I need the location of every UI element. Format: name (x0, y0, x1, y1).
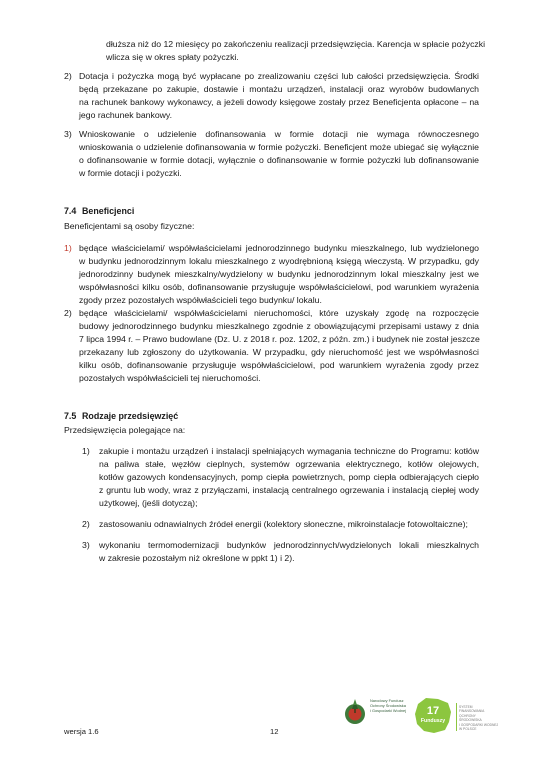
paragraph-line: dłuższa niż do 12 miesięcy po zakończeniu realizacji przedsięwzięcia. Karencja w spłacie pożyczki (106, 39, 486, 49)
footer-version: wersja 1.6 (64, 727, 99, 736)
list-item-line: będące właścicielami/ współwłaścicielami nieruchomości, które uzyskały zgodę na rozpoczęcie (79, 308, 479, 318)
list-item-line: Dotacja i pożyczka mogą być wypłacane po zrealizowaniu części lub całości przedsięwzięcia. Środki (79, 71, 479, 81)
list-item-line: jego rachunek bankowy. (79, 110, 173, 120)
list-item-line: o dofinansowanie w formie dotacji, wyłącznie o dofinansowanie w formie pożyczki lub dofinansowanie (79, 155, 479, 165)
list-item-line: zgody przez pozostałych współwłaścicieli tego budynku/ lokalu. (79, 295, 322, 305)
list-item-line: zakupie i montażu urządzeń i instalacji spełniających wymagania techniczne do Programu: kotłów (99, 446, 479, 456)
list-item-line: będą przekazane po zakupie, dostawie i montażu urządzeń, instalacji oraz wyrobów budowlanych (79, 84, 479, 94)
logo-text-line: W POLSCE (459, 727, 477, 732)
list-item-line: kotłów gazowych kondensacyjnych, pomp ciepła powietrznych, pomp ciepła odbierających ciepło (99, 472, 479, 482)
list-item-line: Wnioskowanie o udzielenie dofinansowania w formie dotacji nie wymaga równoczesnego (79, 129, 479, 139)
logo-text-line: Narodowy Fundusz (370, 698, 404, 703)
nfosigw-logo-text (370, 698, 406, 713)
list-item-line: w formie dotacji i pożyczki. (79, 168, 182, 178)
logo-text-line: i Gospodarki Wodnej (370, 708, 407, 713)
list-item-line: przekazany lub zgłoszony do użytkowania. W przypadku, gdy nieruchomość jest we współwłasności (79, 347, 479, 357)
list-item-line: użytkowej, (jeśli dotyczą); (99, 498, 198, 508)
logo-number: 17 (426, 705, 440, 717)
list-item-line: w budynku jednorodzinnym lokalu mieszkalnego z wyodrębnioną księgą wieczystą. W przypadku, gdy (79, 256, 479, 266)
list-marker: 3) (82, 540, 90, 550)
logo-text-line: FINANSOWANIA (459, 709, 485, 714)
logo-word: Funduszy (420, 718, 446, 724)
list-item-line: zastosowaniu odnawialnych źródeł energii (kolektory słoneczne, mikroinstalacje fotowoltaiczne); (99, 519, 468, 529)
section-number: 7.5 (64, 411, 77, 421)
list-item-line: w zakresie pozostałym niż określone w ppkt 1) i 2). (99, 553, 295, 563)
section-number: 7.4 (64, 206, 77, 216)
section-heading-7-4 (64, 205, 134, 217)
list-item-line: współwłasności kilku osób, dofinansowanie przysługuje współwłaścicielowi, pod warunkiem wyrażenia (79, 282, 479, 292)
list-item-line: jednorodzinny budynek mieszkalny/wydzielony w budynku jednorodzinnym lokal mieszkalny jest we (79, 269, 479, 279)
list-item-line: wykonaniu termomodernizacji budynków jednorodzinnych/wydzielonych lokali mieszkalnych (99, 540, 479, 550)
logo-text-line: OCHRONY (459, 713, 476, 718)
section-title: Beneficjenci (82, 206, 135, 216)
logo-text-line: ŚRODOWISKA (459, 718, 482, 723)
section-intro: Beneficjentami są osoby fizyczne: (64, 221, 195, 231)
list-item-line: będące właścicielami/ współwłaścicielami jednorodzinnego budynku mieszkalnego, lub wydzielonego (79, 243, 479, 253)
list-marker: 2) (64, 71, 72, 81)
list-item-line: na paliwa stałe, węzłów cieplnych, systemów ogrzewania elektrycznego, kotłów olejowych, (99, 459, 479, 469)
footer-page-number: 12 (270, 727, 279, 736)
paragraph-line: wlicza się w okres spłaty pożyczki. (106, 52, 239, 62)
system-logo-text (459, 705, 498, 731)
logo-divider (456, 703, 457, 731)
list-marker: 3) (64, 129, 72, 139)
logo-text-line: Ochrony Środowiska (370, 703, 406, 708)
list-marker: 2) (82, 519, 90, 529)
section-intro: Przedsięwzięcia polegające na: (64, 425, 186, 435)
list-item-line: pozostałych współwłaścicieli tej nieruchomości. (79, 373, 261, 383)
list-item-line: wnioskowania o udzielenie dofinansowania w formie pożyczki. Beneficjent może ubiegać się wyłącznie (79, 142, 479, 152)
list-item-line: na rachunek bankowy wykonawcy, a jeżeli dowody księgowe zostały przez Beneficjenta opłacone – na (79, 97, 479, 107)
list-item-line: 7 lipca 1994 r. – Prawo budowlane (Dz. U. z 2018 r. poz. 1202, z późn. zm.) i budynek nie został jeszcze (79, 334, 480, 344)
list-item-line: z gruntu lub wody, wraz z przyłączami, instalacją centralnego ogrzewania i instalacją ciepłej wody (99, 485, 479, 495)
list-item-line: budowy jednorodzinnego budynku mieszkalnego zgodnie z obowiązującymi przepisami ustawy z dnia (79, 321, 479, 331)
nfosigw-logo-icon (343, 697, 367, 727)
section-heading-7-5 (64, 410, 178, 422)
section-title: Rodzaje przedsięwzięć (82, 411, 179, 421)
logo-text-line: I GOSPODARKI WODNEJ (459, 722, 499, 727)
funduszy-logo-icon (412, 694, 454, 736)
list-marker: 2) (64, 308, 72, 318)
list-marker: 1) (64, 243, 72, 253)
list-item-line: kilku osób, dofinansowanie przysługuje współwłaścicielowi, pod warunkiem wyrażenia zgody przez (79, 360, 479, 370)
list-marker: 1) (82, 446, 90, 456)
logo-text-line: SYSTEM (459, 705, 473, 709)
